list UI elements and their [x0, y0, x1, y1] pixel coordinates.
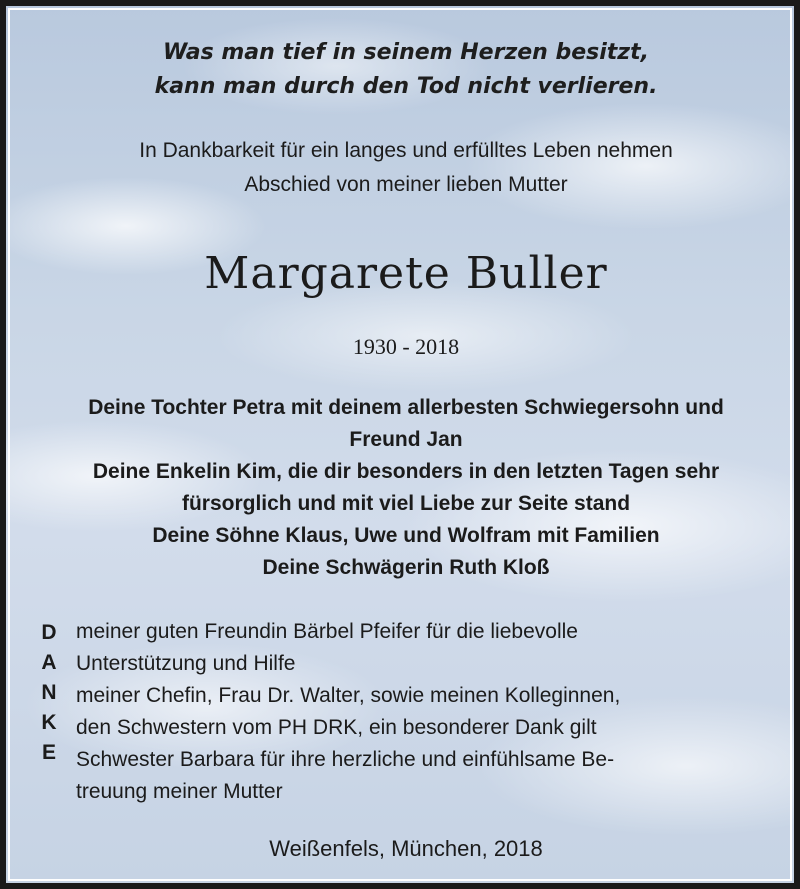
memorial-quote: [6, 36, 800, 104]
mourner-line: Freund Jan: [349, 428, 463, 451]
thanks-line: meiner guten Freundin Bärbel Pfeifer für die liebevolle: [76, 620, 578, 643]
intro-line-2: Abschied von meiner lieben Mutter: [244, 173, 568, 196]
danke-letter: K: [41, 711, 57, 734]
danke-letter: A: [41, 651, 57, 674]
mourner-line: Deine Schwägerin Ruth Kloß: [262, 556, 550, 579]
deceased-name: Margarete Buller: [204, 248, 608, 299]
thanks-text: [76, 616, 796, 808]
thanks-line: den Schwestern vom PH DRK, ein besonderer Dank gilt: [76, 716, 597, 739]
place-and-date: Weißenfels, München, 2018: [269, 836, 543, 861]
thanks-line: Schwester Barbara für ihre herzliche und einfühlsame Be-: [76, 748, 615, 771]
life-years: 1930 - 2018: [352, 334, 460, 359]
mourner-line: Deine Tochter Petra mit deinem allerbesten Schwiegersohn und: [88, 396, 724, 419]
danke-vertical-word: [34, 618, 64, 768]
quote-line-1: Was man tief in seinem Herzen besitzt,: [163, 40, 649, 65]
danke-letter: N: [41, 681, 57, 704]
danke-letter: E: [41, 741, 56, 764]
thanks-line: meiner Chefin, Frau Dr. Walter, sowie meinen Kolleginnen,: [76, 684, 621, 707]
intro-line-1: In Dankbarkeit für ein langes und erfülltes Leben nehmen: [139, 139, 673, 162]
mourner-line: Deine Söhne Klaus, Uwe und Wolfram mit Familien: [152, 524, 660, 547]
thanks-line: treuung meiner Mutter: [76, 780, 283, 803]
mourners-list: [6, 392, 800, 584]
mourner-line: Deine Enkelin Kim, die dir besonders in den letzten Tagen sehr: [92, 460, 720, 483]
mourner-line: fürsorglich und mit viel Liebe zur Seite stand: [181, 492, 631, 515]
danke-letter: D: [41, 621, 57, 644]
intro-text: [6, 134, 800, 202]
quote-line-2: kann man durch den Tod nicht verlieren.: [154, 74, 658, 99]
thanks-line: Unterstützung und Hilfe: [76, 652, 296, 675]
